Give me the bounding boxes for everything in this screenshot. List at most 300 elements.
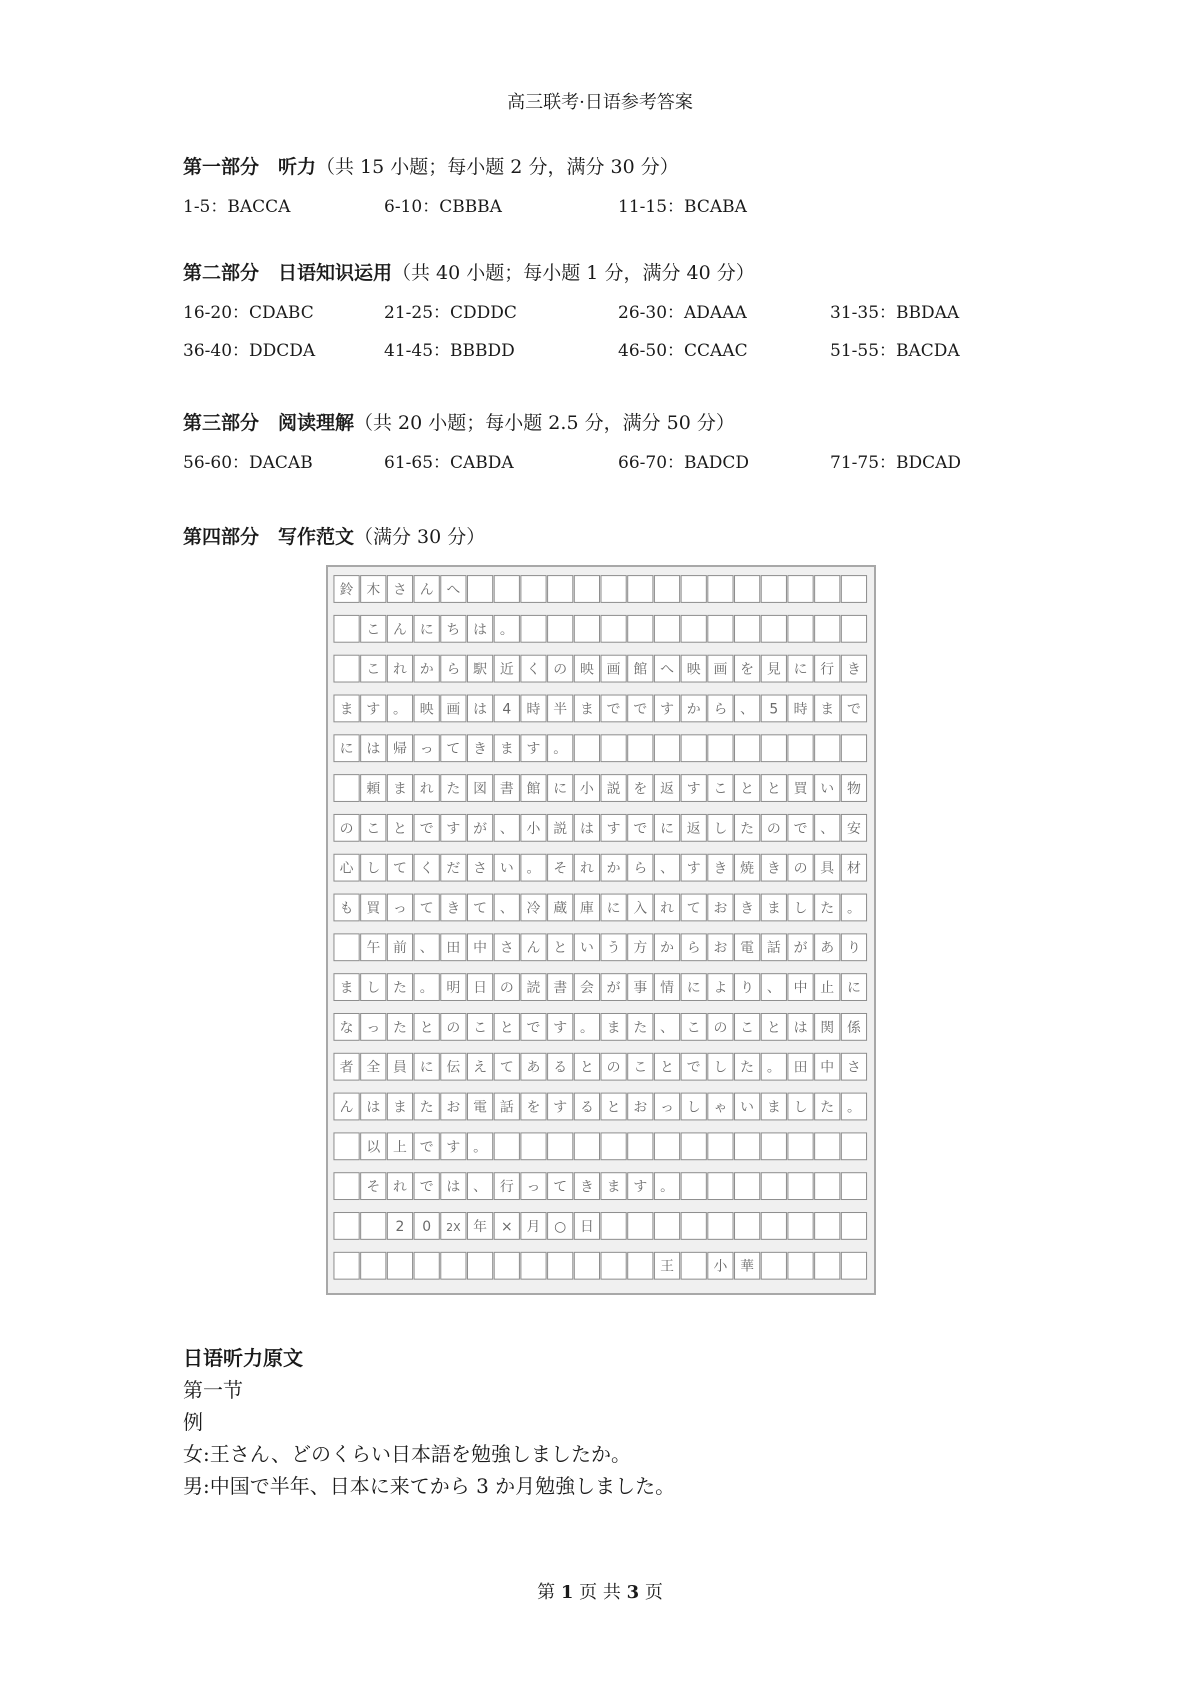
- grid-cell: [815, 1213, 840, 1240]
- grid-char: が: [606, 980, 621, 997]
- grid-char: は: [473, 621, 488, 638]
- grid-char: す: [553, 1019, 568, 1036]
- grid-char: 電: [473, 1099, 488, 1116]
- essay-row: [334, 576, 867, 603]
- grid-char: も: [339, 900, 354, 917]
- grid-char: に: [793, 661, 808, 678]
- grid-char: と: [766, 781, 781, 798]
- grid-char: へ: [446, 581, 461, 598]
- grid-cell: [788, 1133, 813, 1160]
- page-footer: [0, 1578, 1200, 1604]
- grid-char: が: [473, 820, 488, 837]
- grid-char: 行: [820, 661, 835, 678]
- grid-char: た: [446, 781, 461, 798]
- part4-note: （满分 30 分）: [354, 526, 486, 548]
- grid-char: 見: [766, 661, 781, 678]
- grid-cell: [761, 735, 786, 762]
- grid-char: た: [393, 1019, 407, 1036]
- grid-cell: [761, 1252, 786, 1279]
- grid-char: す: [633, 1179, 648, 1196]
- grid-char: 。: [553, 741, 568, 758]
- part1-title: [183, 152, 679, 179]
- grid-char: 前: [393, 940, 407, 957]
- grid-cell: [708, 735, 733, 762]
- essay-row: [334, 1252, 867, 1279]
- grid-char: 買: [366, 900, 381, 917]
- grid-cell: [815, 576, 840, 603]
- grid-cell: [841, 735, 866, 762]
- grid-char: 館: [526, 781, 541, 798]
- grid-char: 図: [473, 781, 488, 798]
- grid-cell: [334, 655, 359, 682]
- footer-middle: 页 共: [579, 1582, 621, 1603]
- grid-char: の: [553, 661, 568, 678]
- grid-char: お: [446, 1099, 461, 1116]
- grid-char: で: [633, 701, 648, 718]
- answer-group: 51-55：BACDA: [830, 341, 960, 361]
- grid-char: こ: [473, 1019, 488, 1036]
- grid-char: ん: [339, 1099, 354, 1116]
- grid-char: い: [820, 781, 835, 798]
- answer-group: 41-45：BBBDD: [384, 341, 515, 361]
- grid-cell: [548, 1133, 573, 1160]
- grid-char: す: [606, 820, 621, 837]
- answer-group: 26-30：ADAAA: [618, 303, 747, 323]
- grid-char: を: [526, 1099, 541, 1116]
- grid-char: 。: [393, 701, 407, 718]
- grid-cell: [387, 1252, 412, 1279]
- part1-note: （共 15 小题；每小题 2 分，满分 30 分）: [316, 156, 679, 178]
- grid-char: し: [793, 900, 808, 917]
- grid-char: れ: [660, 900, 674, 917]
- grid-char: こ: [366, 820, 381, 837]
- grid-char: 月: [526, 1218, 541, 1235]
- grid-char: 、: [499, 900, 514, 917]
- grid-char: で: [686, 1059, 701, 1076]
- grid-char: き: [713, 860, 728, 877]
- grid-cell: [841, 1173, 866, 1200]
- grid-cell: [841, 615, 866, 642]
- grid-cell: [681, 735, 706, 762]
- grid-char: な: [339, 1019, 354, 1036]
- grid-char: の: [793, 860, 808, 877]
- grid-cell: [841, 1213, 866, 1240]
- grid-char: れ: [419, 781, 434, 798]
- grid-char: く: [419, 860, 434, 877]
- grid-char: す: [686, 781, 701, 798]
- grid-char: 蔵: [553, 900, 568, 917]
- page-header: 高三联考·日语参考答案: [507, 92, 693, 113]
- grid-cell: [708, 1173, 733, 1200]
- grid-cell: [735, 1133, 760, 1160]
- grid-cell: [681, 1173, 706, 1200]
- answer-group: 31-35：BBDAA: [830, 303, 960, 323]
- grid-char: ま: [820, 701, 835, 718]
- grid-char: 時: [793, 701, 808, 718]
- grid-char: 員: [393, 1059, 407, 1076]
- grid-char: ん: [526, 940, 541, 957]
- grid-char: 買: [793, 781, 808, 798]
- grid-cell: [654, 1213, 679, 1240]
- grid-char: し: [713, 1059, 728, 1076]
- grid-cell: [815, 735, 840, 762]
- grid-char: 説: [606, 781, 621, 798]
- grid-char: す: [660, 701, 674, 718]
- grid-cell: [708, 1213, 733, 1240]
- grid-cell: [654, 576, 679, 603]
- grid-char: れ: [579, 860, 594, 877]
- grid-char: る: [553, 1059, 568, 1076]
- grid-char: 5: [769, 701, 779, 718]
- grid-char: 方: [633, 940, 648, 957]
- grid-cell: [735, 576, 760, 603]
- grid-char: へ: [660, 661, 674, 678]
- grid-char: 。: [847, 900, 861, 917]
- answer-group: 21-25：CDDDC: [384, 303, 517, 323]
- grid-cell: [548, 1252, 573, 1279]
- grid-char: っ: [393, 900, 407, 917]
- answer-group: 66-70：BADCD: [618, 453, 750, 473]
- grid-char: と: [419, 1019, 434, 1036]
- grid-char: は: [446, 1179, 461, 1196]
- grid-char: ま: [606, 1179, 621, 1196]
- grid-char: そ: [366, 1179, 381, 1196]
- grid-char: い: [579, 940, 594, 957]
- grid-char: 小: [713, 1258, 728, 1275]
- essay-row: [334, 655, 867, 682]
- grid-char: 。: [766, 1059, 781, 1076]
- grid-char: に: [606, 900, 621, 917]
- grid-char: に: [686, 980, 701, 997]
- grid-char: 0: [422, 1218, 432, 1235]
- grid-char: 。: [499, 621, 514, 638]
- grid-cell: [815, 1133, 840, 1160]
- essay-row: [334, 615, 867, 642]
- grid-char: 全: [366, 1059, 381, 1076]
- grid-char: に: [660, 820, 674, 837]
- grid-cell: [361, 1213, 386, 1240]
- grid-char: ん: [393, 621, 407, 638]
- grid-char: を: [740, 661, 755, 678]
- grid-cell: [467, 1252, 492, 1279]
- grid-char: ま: [766, 1099, 781, 1116]
- footer-suffix: 页: [644, 1582, 663, 1603]
- grid-cell: [361, 1252, 386, 1279]
- grid-cell: [334, 934, 359, 961]
- grid-char: ま: [766, 900, 781, 917]
- grid-char: 。: [579, 1019, 594, 1036]
- grid-char: ○: [554, 1218, 567, 1235]
- grid-cell: [708, 576, 733, 603]
- grid-cell: [788, 1213, 813, 1240]
- grid-char: 、: [499, 820, 514, 837]
- grid-cell: [601, 576, 626, 603]
- grid-char: い: [740, 1099, 755, 1116]
- grid-char: の: [499, 980, 514, 997]
- grid-char: 冷: [526, 900, 541, 917]
- answer-group: 56-60：DACAB: [183, 453, 313, 473]
- grid-char: か: [660, 940, 674, 957]
- grid-char: 話: [766, 940, 781, 957]
- grid-char: と: [606, 1099, 621, 1116]
- grid-char: し: [366, 980, 381, 997]
- part3-title: [183, 408, 735, 435]
- grid-char: 半: [553, 701, 568, 718]
- essay-row: [334, 695, 867, 722]
- grid-cell: [654, 1133, 679, 1160]
- answer-group: 46-50：CCAAC: [618, 341, 748, 361]
- answer-group: 11-15：BCABA: [618, 197, 747, 217]
- grid-cell: [735, 615, 760, 642]
- grid-char: に: [339, 741, 354, 758]
- grid-char: と: [660, 1059, 674, 1076]
- grid-char: 。: [526, 860, 541, 877]
- grid-char: 頼: [366, 781, 381, 798]
- grid-cell: [334, 1173, 359, 1200]
- grid-char: こ: [686, 1019, 701, 1036]
- grid-char: に: [419, 621, 434, 638]
- listening-example-label: 例: [183, 1410, 203, 1434]
- grid-cell: [735, 735, 760, 762]
- grid-char: お: [633, 1099, 648, 1116]
- grid-cell: [681, 1133, 706, 1160]
- grid-char: 、: [419, 940, 434, 957]
- grid-char: ×: [500, 1218, 513, 1235]
- grid-char: 田: [793, 1059, 808, 1076]
- grid-cell: [735, 1213, 760, 1240]
- grid-char: と: [393, 820, 407, 837]
- grid-cell: [601, 1252, 626, 1279]
- grid-char: 時: [526, 701, 541, 718]
- grid-char: 係: [847, 1019, 861, 1036]
- grid-cell: [841, 1133, 866, 1160]
- grid-char: 日: [473, 980, 488, 997]
- grid-char: 中: [820, 1059, 835, 1076]
- part2-heading: 第二部分 日语知识运用: [183, 262, 393, 284]
- grid-char: 2: [395, 1218, 405, 1235]
- grid-char: え: [473, 1059, 488, 1076]
- grid-char: 物: [847, 781, 861, 798]
- grid-char: 行: [499, 1179, 514, 1196]
- grid-char: て: [553, 1179, 568, 1196]
- grid-char: こ: [633, 1059, 648, 1076]
- grid-cell: [815, 1173, 840, 1200]
- grid-char: 中: [793, 980, 808, 997]
- grid-char: た: [393, 980, 407, 997]
- grid-char: て: [686, 900, 701, 917]
- grid-char: に: [553, 781, 568, 798]
- grid-char: と: [499, 1019, 514, 1036]
- grid-cell: [788, 576, 813, 603]
- grid-char: て: [393, 860, 407, 877]
- grid-char: 明: [446, 980, 461, 997]
- grid-char: 材: [847, 860, 861, 877]
- grid-char: ま: [339, 980, 354, 997]
- grid-char: の: [339, 820, 354, 837]
- grid-char: り: [740, 980, 755, 997]
- grid-char: 小: [526, 820, 541, 837]
- grid-char: 事: [633, 980, 648, 997]
- essay-row: [334, 814, 867, 841]
- grid-char: 田: [446, 940, 461, 957]
- grid-cell: [574, 735, 599, 762]
- grid-cell: [574, 1252, 599, 1279]
- grid-char: 画: [713, 661, 728, 678]
- grid-char: た: [740, 820, 755, 837]
- grid-char: で: [633, 820, 648, 837]
- grid-char: う: [606, 940, 621, 957]
- grid-char: る: [579, 1099, 594, 1116]
- grid-char: の: [713, 1019, 728, 1036]
- grid-cell: [654, 735, 679, 762]
- essay-row: [334, 974, 867, 1001]
- grid-cell: [681, 1213, 706, 1240]
- grid-cell: [815, 1252, 840, 1279]
- grid-char: 、: [660, 1019, 674, 1036]
- essay-row: [334, 1133, 867, 1160]
- grid-char: こ: [366, 661, 381, 678]
- grid-char: か: [419, 661, 434, 678]
- grid-cell: [494, 1133, 519, 1160]
- grid-char: 画: [606, 661, 621, 678]
- grid-cell: [788, 615, 813, 642]
- part3-note: （共 20 小题；每小题 2.5 分，满分 50 分）: [354, 412, 735, 434]
- grid-char: 映: [419, 701, 434, 718]
- grid-char: に: [847, 980, 861, 997]
- part4-title: [183, 522, 485, 549]
- grid-char: 。: [419, 980, 434, 997]
- listening-section: 第一节: [183, 1378, 243, 1402]
- grid-char: 、: [473, 1179, 488, 1196]
- grid-cell: [841, 576, 866, 603]
- grid-char: れ: [393, 661, 407, 678]
- grid-cell: [788, 1252, 813, 1279]
- grid-cell: [334, 1252, 359, 1279]
- grid-char: 具: [820, 860, 835, 877]
- grid-char: 2X: [446, 1220, 461, 1234]
- grid-char: 情: [660, 980, 674, 997]
- grid-char: 、: [740, 701, 755, 718]
- grid-char: し: [793, 1099, 808, 1116]
- grid-cell: [494, 576, 519, 603]
- grid-char: ま: [339, 701, 354, 718]
- grid-char: す: [366, 701, 381, 718]
- answer-group: 61-65：CABDA: [384, 453, 514, 473]
- grid-char: は: [366, 1099, 381, 1116]
- grid-char: 安: [847, 820, 861, 837]
- grid-char: た: [633, 1019, 648, 1036]
- essay-row: [334, 1013, 867, 1040]
- grid-char: ま: [606, 1019, 621, 1036]
- grid-char: く: [526, 661, 541, 678]
- page-total: 3: [626, 1582, 640, 1603]
- grid-char: 帰: [393, 741, 407, 758]
- grid-char: 午: [366, 940, 381, 957]
- essay-row: [334, 1053, 867, 1080]
- grid-char: あ: [820, 940, 835, 957]
- grid-char: っ: [526, 1179, 541, 1196]
- part2-title: [183, 258, 755, 285]
- grid-char: す: [553, 1099, 568, 1116]
- grid-cell: [761, 576, 786, 603]
- grid-char: 駅: [473, 661, 488, 678]
- grid-cell: [761, 615, 786, 642]
- grid-char: 伝: [446, 1059, 461, 1076]
- grid-char: ゃ: [713, 1099, 728, 1116]
- grid-char: い: [499, 860, 514, 877]
- grid-cell: [761, 1133, 786, 1160]
- grid-char: ち: [446, 621, 461, 638]
- grid-char: 。: [660, 1179, 674, 1196]
- grid-char: 止: [820, 980, 835, 997]
- grid-char: 鈴: [339, 581, 354, 598]
- grid-char: 映: [686, 661, 701, 678]
- grid-cell: [441, 1252, 466, 1279]
- grid-cell: [681, 576, 706, 603]
- grid-char: 華: [740, 1258, 755, 1275]
- grid-char: を: [633, 781, 648, 798]
- grid-cell: [735, 1173, 760, 1200]
- grid-char: 書: [499, 781, 514, 798]
- grid-cell: [761, 1173, 786, 1200]
- grid-char: に: [419, 1059, 434, 1076]
- grid-char: さ: [393, 581, 407, 598]
- essay-row: [334, 1173, 867, 1200]
- grid-cell: [467, 576, 492, 603]
- grid-char: ら: [686, 940, 701, 957]
- grid-char: 日: [579, 1218, 594, 1235]
- grid-char: ま: [499, 741, 514, 758]
- grid-char: し: [686, 1099, 701, 1116]
- grid-cell: [334, 615, 359, 642]
- essay-row: [334, 934, 867, 961]
- dialogue-line: 女:王さん、どのくらい日本語を勉強しましたか。: [183, 1442, 631, 1466]
- grid-char: す: [686, 860, 701, 877]
- grid-cell: [654, 615, 679, 642]
- grid-cell: [788, 1173, 813, 1200]
- grid-char: で: [419, 1139, 434, 1156]
- grid-cell: [708, 1133, 733, 1160]
- grid-char: り: [847, 940, 861, 957]
- grid-char: き: [446, 900, 461, 917]
- grid-char: 年: [473, 1218, 488, 1235]
- answer-group: 71-75：BDCAD: [830, 453, 962, 473]
- listening-title: 日语听力原文: [183, 1346, 303, 1370]
- grid-cell: [601, 735, 626, 762]
- grid-char: っ: [366, 1019, 381, 1036]
- grid-char: 返: [686, 820, 701, 837]
- grid-char: 心: [339, 860, 354, 877]
- grid-char: は: [793, 1019, 808, 1036]
- grid-char: 中: [473, 940, 488, 957]
- grid-char: 、: [660, 860, 674, 877]
- grid-cell: [601, 1213, 626, 1240]
- grid-cell: [628, 1213, 653, 1240]
- grid-char: 近: [499, 661, 514, 678]
- grid-char: さ: [499, 940, 514, 957]
- grid-char: は: [579, 820, 594, 837]
- grid-char: た: [820, 900, 835, 917]
- grid-char: 読: [526, 980, 541, 997]
- grid-cell: [521, 615, 546, 642]
- footer-prefix: 第: [537, 1582, 556, 1603]
- part4-heading: 第四部分 写作范文: [183, 526, 355, 548]
- grid-char: れ: [393, 1179, 407, 1196]
- grid-char: の: [606, 1059, 621, 1076]
- grid-char: 。: [847, 1099, 861, 1116]
- grid-cell: [521, 1252, 546, 1279]
- grid-char: と: [766, 1019, 781, 1036]
